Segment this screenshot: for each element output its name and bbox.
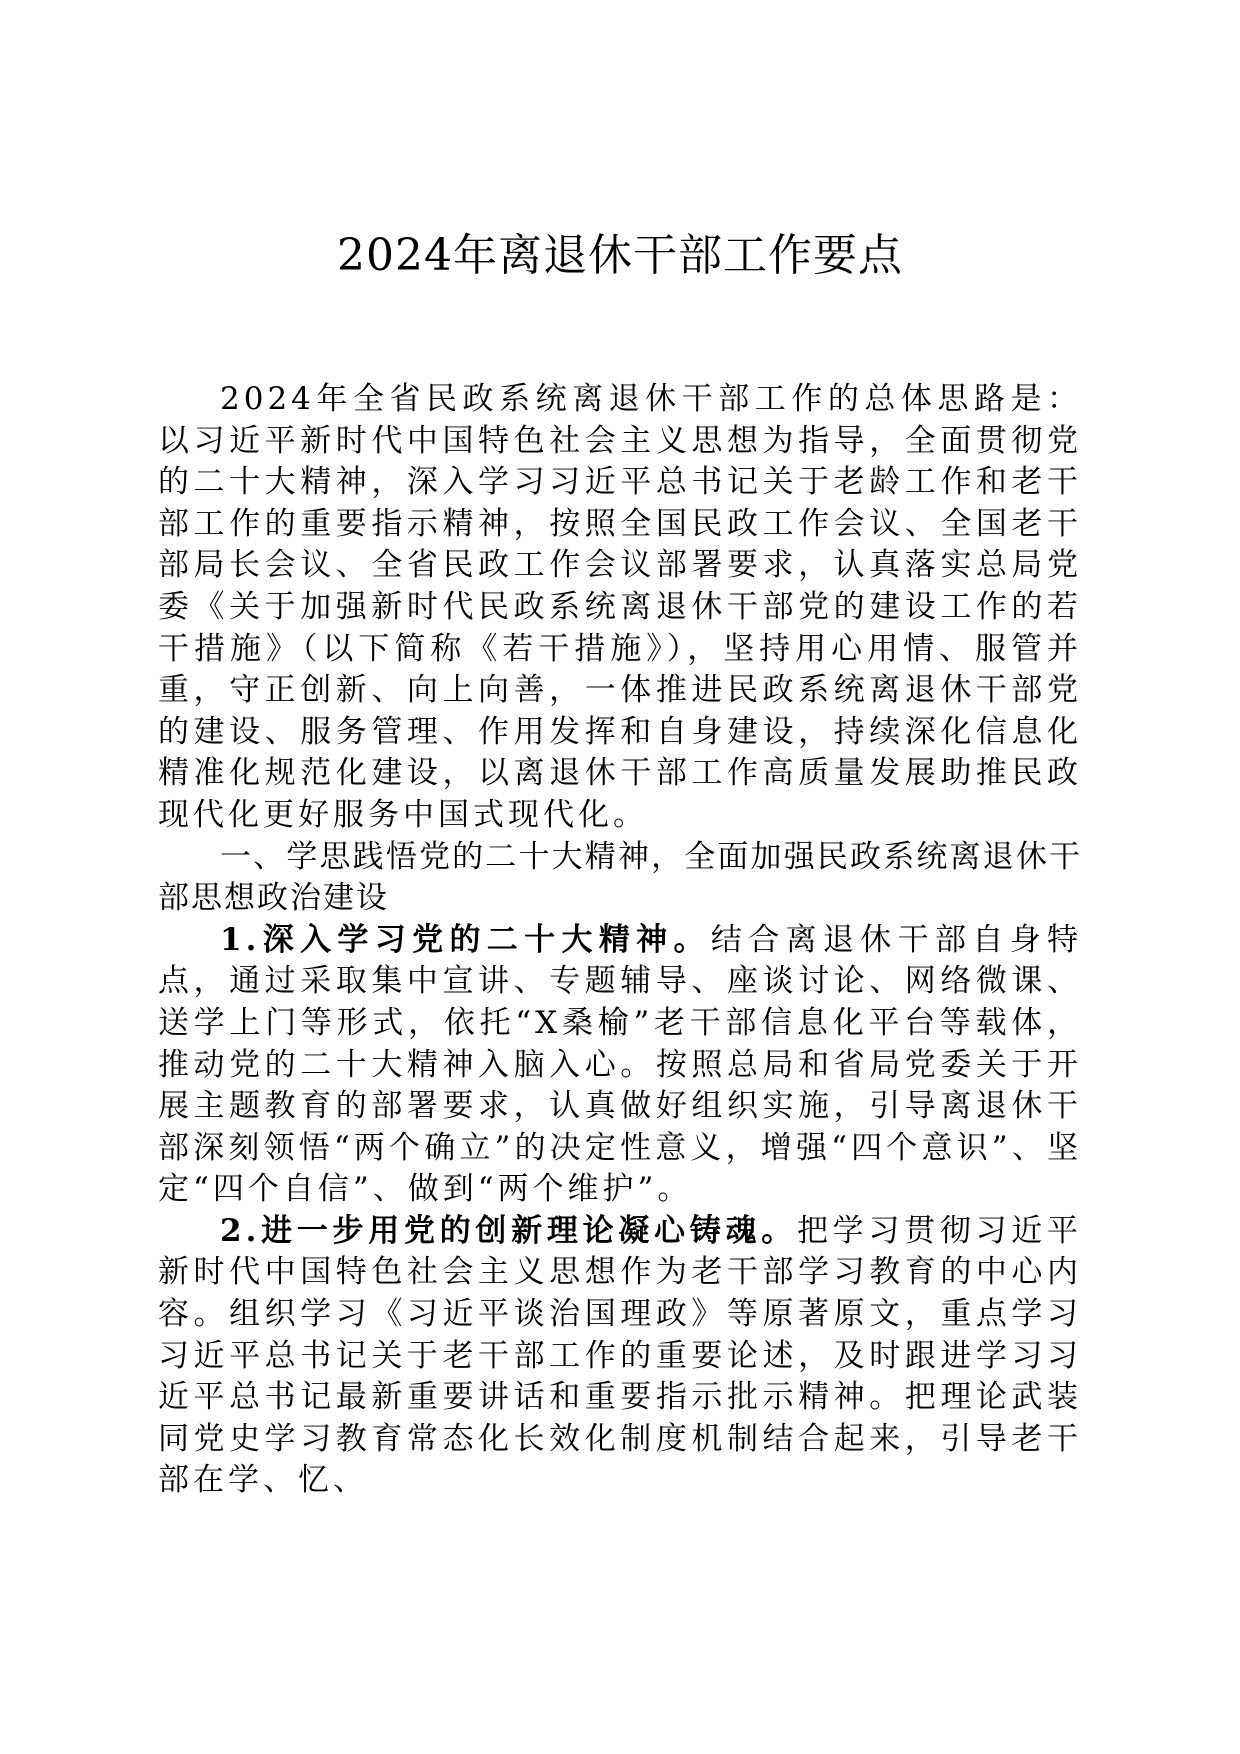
section-heading-1-text: 一、学思践悟党的二十大精神，全面加强民政系统离退休干部思想政治建设 (158, 838, 1082, 917)
item-2-lead: 2.进一步用党的创新理论凝心铸魂。 (220, 1212, 797, 1249)
document-title: 2024年离退休干部工作要点 (337, 230, 903, 281)
item-paragraph-1 (158, 920, 1082, 1211)
document-body (158, 379, 1082, 1502)
item-paragraph-2 (158, 1211, 1082, 1502)
section-heading-1 (158, 837, 1082, 920)
item-2-text: 把学习贯彻习近平新时代中国特色社会主义思想作为老干部学习教育的中心内容。组织学习《习近平谈治国理政》等原著原文，重点学习习近平总书记关于老干部工作的重要论述，及时跟进学习习近平总书记最新重要讲话和重要指示批示精神。把理论武装同党史学习教育常态化长效化制度机制结合起来，引导老干部在学、忆、 (158, 1212, 1082, 1499)
intro-paragraph-text: 2024年全省民政系统离退休干部工作的总体思路是：以习近平新时代中国特色社会主义思想为指导，全面贯彻党的二十大精神，深入学习习近平总书记关于老龄工作和老干部工作的重要指示精神，按照全国民政工作会议、全国老干部局长会议、全省民政工作会议部署要求，认真落实总局党委《关于加强新时代民政系统离退休干部党的建设工作的若干措施》（以下简称《若干措施》），坚持用心用情、服管并重，守正创新、向上向善，一体推进民政系统离退休干部党的建设、服务管理、作用发挥和自身建设，持续深化信息化精准化规范化建设，以离退休干部工作高质量发展助推民政现代化更好服务中国式现代化。 (158, 381, 1082, 833)
item-1-text: 结合离退休干部自身特点，通过采取集中宣讲、专题辅导、座谈讨论、网络微课、送学上门等形式，依托“X桑榆”老干部信息化平台等载体，推动党的二十大精神入脑入心。按照总局和省局党委关于开展主题教育的部署要求，认真做好组织实施，引导离退休干部深刻领悟“两个确立”的决定性意义，增强“四个意识”、坚定“四个自信”、做到“两个维护”。 (158, 921, 1082, 1208)
intro-paragraph (158, 379, 1082, 837)
item-1-lead: 1.深入学习党的二十大精神。 (220, 921, 711, 958)
